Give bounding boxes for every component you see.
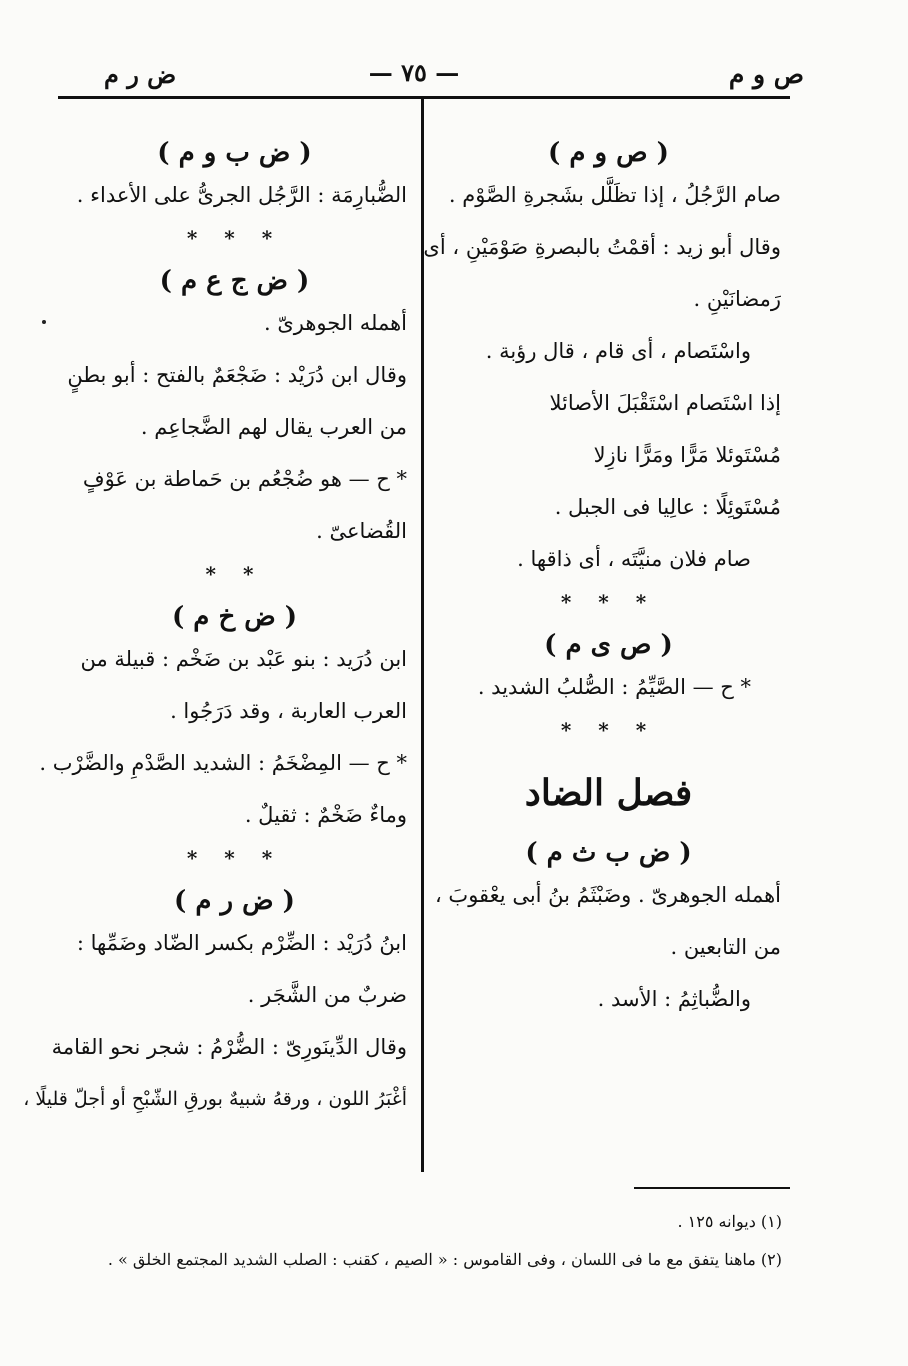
entry-title: ( ض خ م ) — [171, 602, 298, 632]
entry-line: * ح — المِضْخَمُ : الشديد الصَّدْمِ والضَّرْب . — [39, 751, 407, 775]
entry-title: ( ص ى م ) — [544, 630, 673, 660]
page-number: — ٧٥ — — [368, 58, 460, 87]
entry-line: الضُّبارِمَة : الرَّجُل الجرىُّ على الأعداء . — [76, 183, 407, 207]
footnote: (٢) ماهنا يتفق مع ما فى اللسان ، وفى القاموس : « الصيم ، كقنب : الصلب الشديد المجتمع الخلق » . — [107, 1250, 782, 1269]
footnotes — [107, 1210, 782, 1286]
entry-line: واسْتَصام ، أى قام ، قال رؤبة . — [485, 339, 751, 363]
entry-line: من التابعين . — [670, 935, 781, 959]
entry-line: مُسْتَوئِلًا : عالِيا فى الجبل . — [554, 495, 781, 519]
entry-line: صام فلان منيَّتَه ، أى ذاقها . — [517, 547, 751, 571]
right-column — [423, 130, 781, 1036]
verse-line: مُسْتَوئلا مَرًّا ومَرًّا نازِلا — [593, 443, 781, 467]
entry-line: وقال ابن دُرَيْد : ضَجْعَمٌ بالفتح : أبو بطنٍ — [67, 363, 407, 387]
section-stars: * * * — [560, 590, 657, 614]
section-stars: * * * — [186, 226, 283, 250]
entry-title: ( ض ب ث م ) — [525, 838, 692, 868]
footnote-rule — [634, 1187, 790, 1189]
entry-line: ابنُ دُرَيْد : الضِّرْم بكسر الضّاد وضَمِّها : — [76, 931, 407, 955]
footnote: (١) ديوانه ١٢٥ . — [677, 1212, 782, 1231]
section-stars: * * — [205, 562, 264, 586]
header-rule — [58, 96, 790, 99]
section-stars: * * * — [560, 718, 657, 742]
left-column — [23, 130, 407, 1136]
entry-line: * ح — الصَّيِّمُ : الصُّلبُ الشديد . — [477, 675, 751, 699]
entry-line: ضربٌ من الشَّجَر . — [247, 983, 407, 1007]
entry-line: وقال الدِّينَورِىّ : الضُّرْمُ : شجر نحو القامة — [51, 1035, 407, 1059]
verse-line: إذا اسْتَصام اسْتَقْبَلَ الأصائلا — [549, 391, 781, 415]
header-root-right: ص و م — [728, 60, 804, 89]
entry-title: ( ض ج ع م ) — [159, 266, 310, 296]
entry-title: ( ص و م ) — [548, 138, 669, 168]
entry-line: القُضاعىّ . — [316, 519, 407, 543]
entry-line: العرب العاربة ، وقد دَرَجُوا . — [170, 699, 407, 723]
entry-line: وقال أبو زيد : أقمْتُ بالبصرةِ صَوْمَيْنِ ، أى — [423, 235, 781, 259]
entry-line: * ح — هو ضُجْعُم بن حَماطة بن عَوْفٍ — [82, 467, 407, 491]
entry-line: من العرب يقال لهم الضَّجاعِم . — [140, 415, 407, 439]
chapter-title: فصل الضاد — [524, 772, 693, 814]
section-stars: * * * — [186, 846, 283, 870]
entry-line: والضُّباثِمُ : الأسد . — [597, 987, 751, 1011]
entry-line: صام الرَّجُلُ ، إذا تظَلَّل بشَجرةِ الصَّوْم . — [448, 183, 781, 207]
entry-line: ابن دُرَيد : بنو عَبْد بن ضَخْم : قبيلة من — [80, 647, 407, 671]
entry-line: أغْبَرُ اللون ، ورقهُ شبيهٌ بورقِ الشّبْحِ أو أجلّ قليلًا ، — [23, 1088, 407, 1110]
entry-line: رَمضانَيْنِ . — [693, 287, 781, 311]
entry-line: أهمله الجوهرىّ . وضَبْثَمُ بنُ أبى يعْقوبَ ، — [434, 883, 781, 907]
ink-speck — [42, 320, 46, 324]
entry-line: أهمله الجوهرىّ . — [263, 311, 407, 335]
entry-title: ( ض ب و م ) — [157, 138, 312, 168]
entry-line: وماءٌ ضَخْمٌ : ثقيلٌ . — [244, 803, 407, 827]
header-root-left: ض ر م — [104, 60, 177, 89]
entry-title: ( ض ر م ) — [174, 886, 295, 916]
